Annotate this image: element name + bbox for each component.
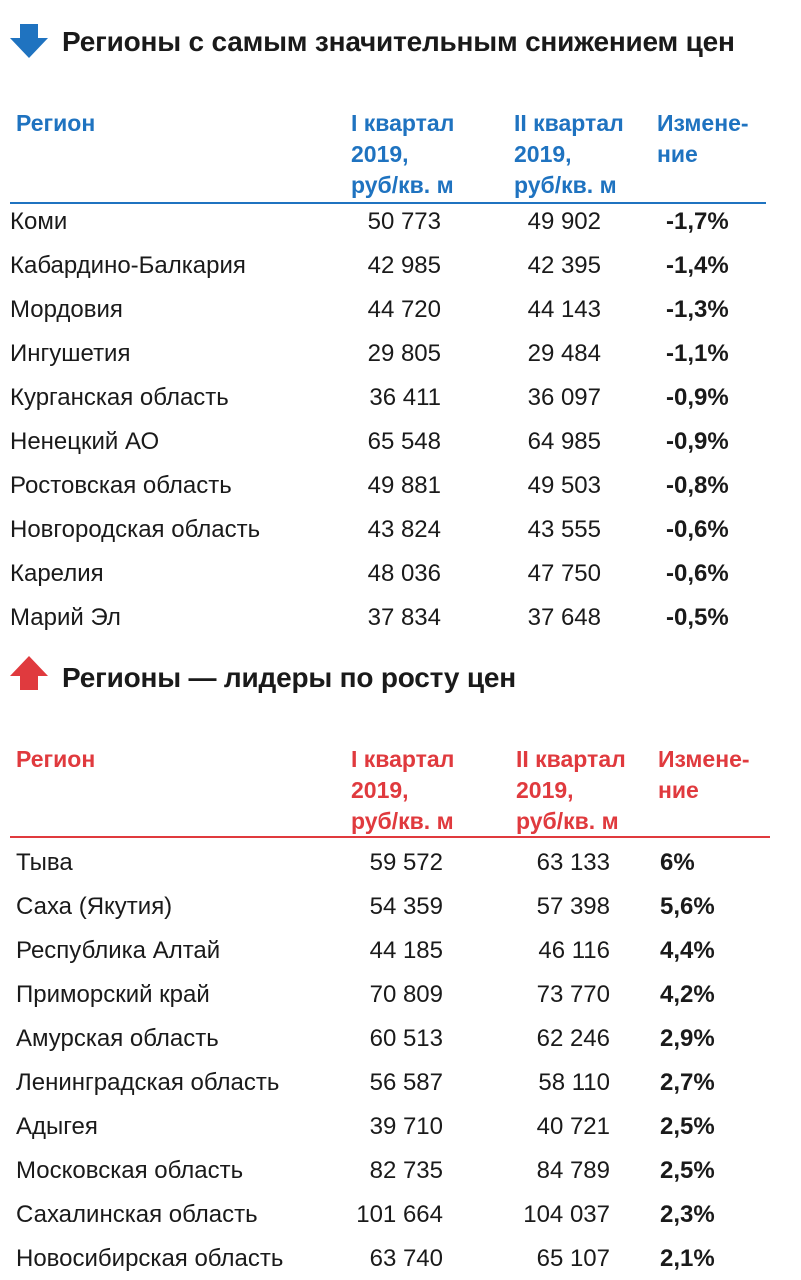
table-row-region: Коми bbox=[10, 208, 68, 235]
table-row-q2-value: 73 770 bbox=[536, 981, 610, 1008]
table-row-q1-value: 70 809 bbox=[369, 981, 443, 1008]
table-row-q2-value: 57 398 bbox=[536, 893, 610, 920]
table-row-change: 2,1% bbox=[660, 1245, 715, 1272]
table-row-change: 6% bbox=[660, 849, 695, 876]
table-row-change: -0,9% bbox=[666, 384, 729, 411]
growth-title: Регионы — лидеры по росту цен bbox=[62, 662, 516, 693]
decline-header-change: Измене- ние bbox=[657, 110, 749, 167]
table-row-q2-value: 36 097 bbox=[527, 384, 601, 411]
table-row-q1-value: 44 185 bbox=[369, 937, 443, 964]
decline-header-region: Регион bbox=[16, 110, 96, 136]
table-row-region: Новгородская область bbox=[10, 516, 261, 543]
growth-header-q2: II квартал 2019, руб/кв. м bbox=[516, 746, 626, 834]
table-row-change: -0,8% bbox=[666, 472, 729, 499]
table-row-q2-value: 44 143 bbox=[527, 296, 601, 323]
table-row-q1-value: 65 548 bbox=[367, 428, 441, 455]
table-row-region: Ненецкий АО bbox=[10, 428, 160, 455]
table-row-change: -0,9% bbox=[666, 428, 729, 455]
table-row-region: Тыва bbox=[16, 849, 73, 876]
table-row-q2-value: 37 648 bbox=[527, 604, 601, 631]
table-row-q1-value: 29 805 bbox=[367, 340, 441, 367]
table-row-q1-value: 63 740 bbox=[369, 1245, 443, 1272]
table-row-change: -0,5% bbox=[666, 604, 729, 631]
table-row-q2-value: 62 246 bbox=[536, 1025, 610, 1052]
table-row-q2-value: 29 484 bbox=[527, 340, 601, 367]
table-row-q2-value: 49 902 bbox=[527, 208, 601, 235]
table-row-q1-value: 48 036 bbox=[367, 560, 441, 587]
table-row-change: 2,5% bbox=[660, 1113, 715, 1140]
table-row-q2-value: 43 555 bbox=[527, 516, 601, 543]
growth-header-q1: I квартал 2019, руб/кв. м bbox=[351, 746, 455, 834]
table-row-region: Республика Алтай bbox=[16, 937, 221, 964]
table-row-change: 5,6% bbox=[660, 893, 715, 920]
table-row-change: -0,6% bbox=[666, 516, 729, 543]
table-row-change: -1,3% bbox=[666, 296, 729, 323]
table-row-q1-value: 101 664 bbox=[356, 1201, 443, 1228]
table-row-region: Приморский край bbox=[16, 981, 210, 1008]
table-row-region: Ленинградская область bbox=[16, 1069, 280, 1096]
table-row-change: -1,4% bbox=[666, 252, 729, 279]
table-row-region: Сахалинская область bbox=[16, 1201, 258, 1228]
table-row-region: Кабардино-Балкария bbox=[10, 252, 246, 279]
table-row-change: -0,6% bbox=[666, 560, 729, 587]
table-row-q2-value: 63 133 bbox=[536, 849, 610, 876]
table-row-q2-value: 46 116 bbox=[538, 937, 610, 964]
table-row-q1-value: 36 411 bbox=[369, 384, 441, 411]
table-row-q1-value: 44 720 bbox=[367, 296, 441, 323]
table-row-q2-value: 40 721 bbox=[536, 1113, 610, 1140]
table-row-q1-value: 50 773 bbox=[367, 208, 441, 235]
table-row-change: -1,7% bbox=[666, 208, 729, 235]
table-row-change: 2,9% bbox=[660, 1025, 715, 1052]
table-row-change: 2,3% bbox=[660, 1201, 715, 1228]
table-row-change: 4,4% bbox=[660, 937, 715, 964]
table-row-q1-value: 56 587 bbox=[369, 1069, 443, 1096]
table-row-q2-value: 42 395 bbox=[527, 252, 601, 279]
decline-header-q1: I квартал 2019, руб/кв. м bbox=[351, 110, 455, 198]
table-row-q1-value: 49 881 bbox=[367, 472, 441, 499]
table-row-region: Мордовия bbox=[10, 296, 123, 323]
table-row-q1-value: 60 513 bbox=[369, 1025, 443, 1052]
growth-header-region: Регион bbox=[16, 746, 96, 772]
decline-title: Регионы с самым значительным снижением цен bbox=[62, 26, 735, 57]
table-row-q2-value: 84 789 bbox=[536, 1157, 610, 1184]
table-row-q1-value: 42 985 bbox=[367, 252, 441, 279]
growth-header-rule bbox=[10, 836, 770, 838]
table-row-region: Новосибирская область bbox=[16, 1245, 284, 1272]
table-row-q1-value: 39 710 bbox=[369, 1113, 443, 1140]
table-row-region: Курганская область bbox=[10, 384, 229, 411]
table-row-region: Московская область bbox=[16, 1157, 244, 1184]
table-row-q1-value: 82 735 bbox=[369, 1157, 443, 1184]
decline-header-q2: II квартал 2019, руб/кв. м bbox=[514, 110, 624, 198]
table-row-q2-value: 47 750 bbox=[527, 560, 601, 587]
table-row-region: Саха (Якутия) bbox=[16, 893, 173, 920]
table-row-change: 2,7% bbox=[660, 1069, 715, 1096]
table-row-q1-value: 43 824 bbox=[367, 516, 441, 543]
table-row-region: Карелия bbox=[10, 560, 104, 587]
table-row-q1-value: 59 572 bbox=[369, 849, 443, 876]
table-row-region: Марий Эл bbox=[10, 604, 121, 631]
table-row-q2-value: 49 503 bbox=[527, 472, 601, 499]
table-row-q2-value: 65 107 bbox=[536, 1245, 610, 1272]
table-row-q1-value: 54 359 bbox=[369, 893, 443, 920]
table-row-region: Ростовская область bbox=[10, 472, 232, 499]
growth-section bbox=[0, 650, 801, 1280]
table-row-q2-value: 64 985 bbox=[527, 428, 601, 455]
table-row-q1-value: 37 834 bbox=[367, 604, 441, 631]
table-row-change: -1,1% bbox=[666, 340, 729, 367]
table-row-change: 4,2% bbox=[660, 981, 715, 1008]
table-row-region: Ингушетия bbox=[10, 340, 131, 367]
house-up-icon bbox=[10, 656, 48, 690]
table-row-q2-value: 104 037 bbox=[523, 1201, 610, 1228]
table-row-region: Амурская область bbox=[16, 1025, 219, 1052]
table-row-change: 2,5% bbox=[660, 1157, 715, 1184]
down-arrow-icon bbox=[10, 24, 48, 58]
table-row-q2-value: 58 110 bbox=[538, 1069, 610, 1096]
growth-header-change: Измене- ние bbox=[658, 746, 750, 803]
table-row-region: Адыгея bbox=[16, 1113, 98, 1140]
decline-header-rule bbox=[10, 202, 766, 204]
